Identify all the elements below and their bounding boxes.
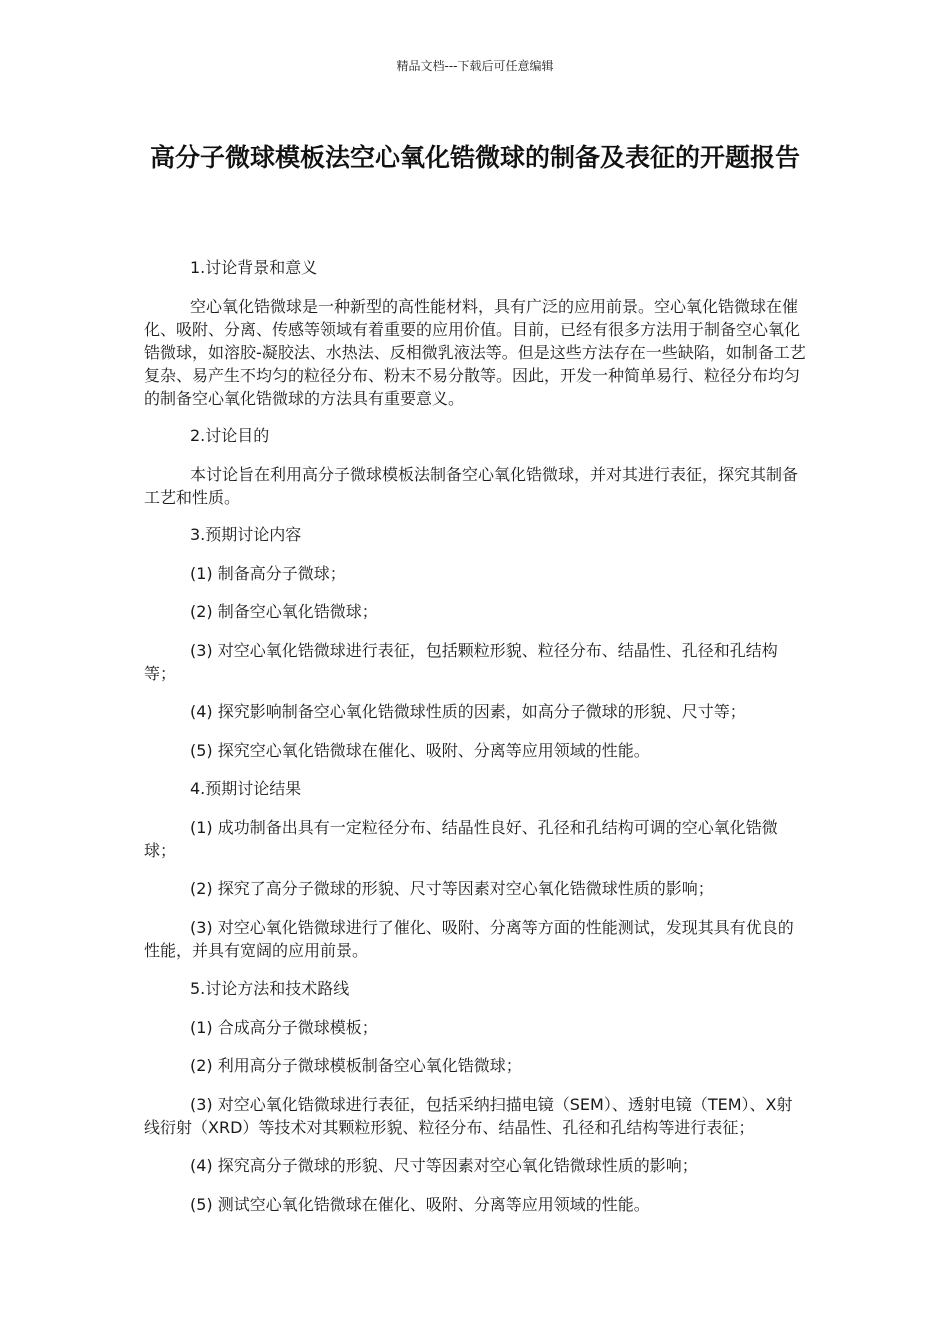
- list-item: (1) 合成高分子微球模板；: [190, 1017, 378, 1037]
- list-item: (5) 测试空心氧化锆微球在催化、吸附、分离等应用领域的性能。: [190, 1194, 650, 1214]
- list-item: (2) 利用高分子微球模板制备空心氧化锆微球；: [190, 1056, 522, 1075]
- document-title: 高分子微球模板法空心氧化锆微球的制备及表征的开题报告: [150, 143, 801, 172]
- document-body: [144, 256, 806, 1231]
- section-heading-results: 4.预期讨论结果: [190, 779, 302, 798]
- section-heading-methods: 5.讨论方法和技术路线: [190, 979, 350, 998]
- section-heading-purpose: 2.讨论目的: [190, 426, 270, 445]
- section-heading-background: 1.讨论背景和意义: [190, 258, 318, 277]
- list-item: (3) 对空心氧化锆微球进行表征，包括颗粒形貌、粒径分布、结晶性、孔径和孔结构等；: [144, 640, 778, 683]
- list-item: (2) 制备空心氧化锆微球；: [190, 602, 378, 621]
- list-item: (1) 制备高分子微球；: [190, 563, 346, 583]
- list-item: (4) 探究影响制备空心氧化锆微球性质的因素，如高分子微球的形貌、尺寸等；: [190, 702, 746, 721]
- list-item: (4) 探究高分子微球的形貌、尺寸等因素对空心氧化锆微球性质的影响；: [190, 1156, 698, 1175]
- list-item: (2) 探究了高分子微球的形貌、尺寸等因素对空心氧化锆微球性质的影响；: [190, 879, 714, 898]
- paragraph-purpose: 本讨论旨在利用高分子微球模板法制备空心氧化锆微球，并对其进行表征，探究其制备工艺和性质。: [144, 464, 799, 507]
- list-item: (3) 对空心氧化锆微球进行表征，包括采纳扫描电镜（SEM）、透射电镜（TEM）、X射线衍射（XRD）等技术对其颗粒形貌、粒径分布、结晶性、孔径和孔结构等进行表征；: [144, 1094, 793, 1137]
- list-item: (5) 探究空心氧化锆微球在催化、吸附、分离等应用领域的性能。: [190, 740, 650, 760]
- paragraph-background: 空心氧化锆微球是一种新型的高性能材料，具有广泛的应用前景。空心氧化锆微球在催化、吸附、分离、传感等领域有着重要的应用价值。目前，已经有很多方法用于制备空心氧化锆微球，如溶胶-凝胶法、水热法、反相微乳液法等。但是这些方法存在一些缺陷，如制备工艺复杂、易产生不均匀的粒径分布、粉末不易分散等。因此，开发一种简单易行、粒径分布均匀的制备空心氧化锆微球的方法具有重要意义。: [144, 296, 806, 408]
- list-item: (1) 成功制备出具有一定粒径分布、结晶性良好、孔径和孔结构可调的空心氧化锆微球；: [144, 817, 778, 860]
- section-heading-content: 3.预期讨论内容: [190, 525, 302, 544]
- page-header: 精品文档---下载后可任意编辑: [396, 59, 554, 73]
- list-item: (3) 对空心氧化锆微球进行了催化、吸附、分离等方面的性能测试，发现其具有优良的性能，并具有宽阔的应用前景。: [144, 917, 794, 960]
